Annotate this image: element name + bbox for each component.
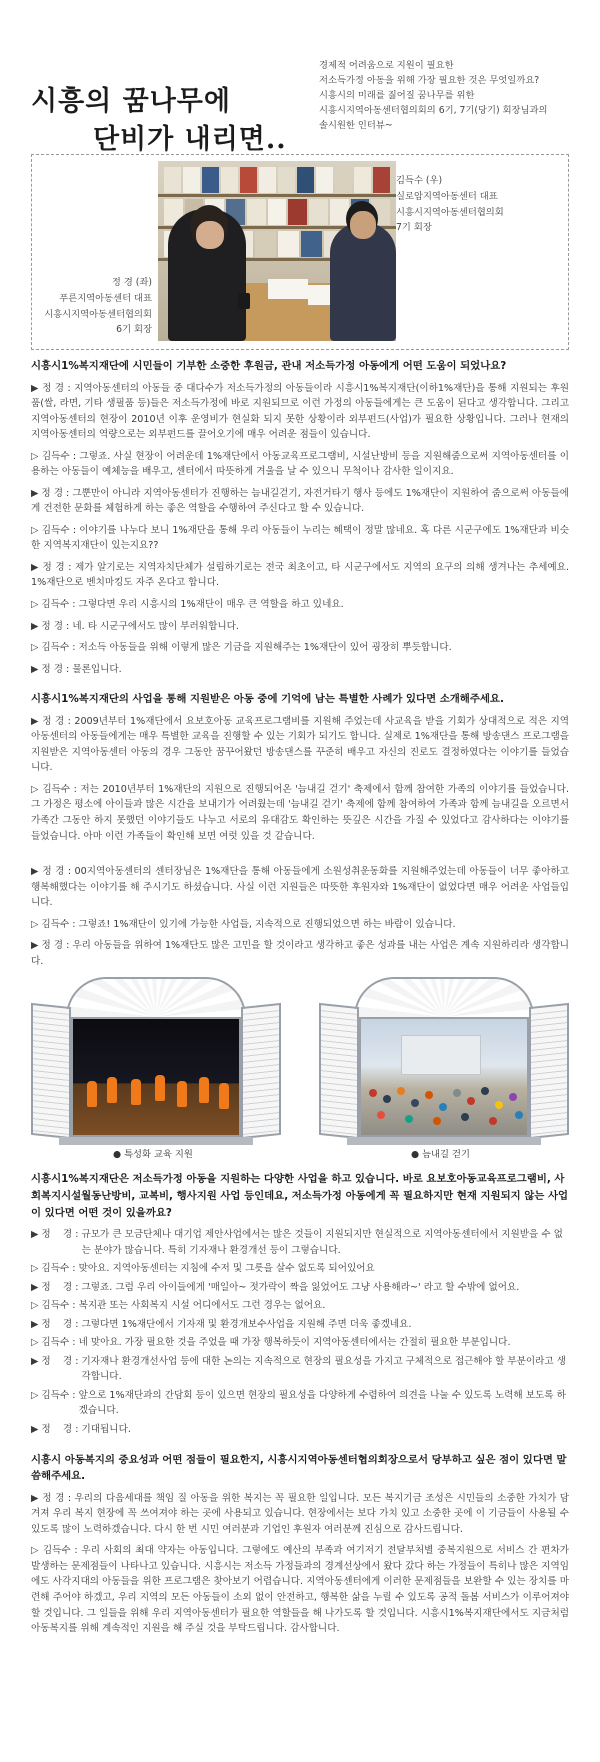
intro-line: 저소득가정 아동을 위해 가장 필요한 것은 무엇일까요? (319, 75, 540, 87)
question-heading: 시흥시1%복지재단의 사업을 통해 지원받은 아동 중에 기억에 남는 특별한 사례가 있다면 소개해주세요. (31, 693, 504, 706)
interviewee-left-face (196, 221, 224, 249)
dialogue-line (31, 1280, 569, 1296)
intro-text (319, 58, 574, 133)
answer-paragraph: ▶ 정 경 : 제가 알기로는 지역자치단체가 설립하기로는 전국 최초이고, 타 시군구에서도 지역의 요구의 의해 생겨나는 추세예요. 1%재단으로 벤치마킹도 자주 온다고 합니다. (31, 561, 569, 589)
speaker-label: ▶ 정 경 : (31, 1423, 82, 1435)
answer-paragraph: ▶ 정 경 : 네. 타 시군구에서도 많이 부러워합니다. (31, 620, 239, 632)
answer-paragraph: ▶ 정 경 : 지역아동센터의 아동들 중 대다수가 저소득가정의 아동들이라 시흥시1%복지재단(이하1%재단)을 통해 지원되는 후원품(쌀, 라면, 기타 생필품 등)들은 저소득가정에 바로 지원되므로 이런 가정의 아동들에게는 큰 도움이 된다고 생각합니다. 그리고 지역아동센터의 현장이 2010년 이후 운영비가 현실화 되지 못한 상황이라 외부펀드(사업)가 필요한 상황입니다. 그러나 현재의 지역아동센터의 역량으로는 외부펀드를 끌어오기에 매우 어려운 점들이 있습니다. (31, 382, 569, 441)
photo-windows (31, 977, 569, 1161)
interview-photo-box (31, 154, 569, 350)
speaker-label: ▷ 김득수 : (31, 1337, 79, 1349)
document-paper (268, 279, 308, 299)
window-shutter (31, 1003, 71, 1139)
crowd-person (377, 1111, 385, 1119)
answer-paragraph: ▷ 김득수 : 저는 2010년부터 1%재단의 지원으로 진행되어온 '늠내길 걷기' 축제에서 함께 참여한 가족의 이야기를 들었습니다. 그 가정은 평소에 아이들과 많은 시간을 보내기가 어려웠는데 '늠내길 걷기' 축제에 함께 참여하여 가족과 함께 늠내길을 오르면서 가족간 그동안 하지 못했던 이야기들도 나누고 서로의 유대감도 확인하는 뜻깊은 시간을 가질 수 있었다고 감사하다는 이야기를 들었습니다. 아마 이런 가족들이 확인해 보면 여럿 있을 것 같습니다. (31, 783, 569, 842)
caption-line: 시흥시지역아동센터협의회 (396, 206, 504, 218)
title-line-1: 시흥의 꿈나무에 (31, 86, 231, 117)
answer-paragraph: ▷ 김득수 : 저소득 아동들을 위해 이렇게 많은 기금을 지원해주는 1%재단이 있어 굉장히 뿌듯합니다. (31, 642, 452, 654)
bookshelf-row (164, 167, 390, 193)
intro-line: 경제적 어려움으로 지원이 필요한 (319, 60, 454, 71)
question-heading: 시흥시1%복지재단에 시민들이 기부한 소중한 후원금, 관내 저소득가정 아동에게 어떤 도움이 되었나요? (31, 360, 507, 372)
interview-photo (158, 161, 396, 341)
crowd-person (515, 1111, 523, 1119)
dancer (131, 1079, 141, 1105)
caption-line: 7기 회장 (396, 222, 432, 234)
answer-paragraph: ▷ 김득수 : 그렇다면 우리 시흥시의 1%재단이 매우 큰 역할을 하고 있네요. (31, 599, 344, 611)
dialogue-line (31, 1298, 569, 1314)
photo-caption: ● 늠내길 걷기 (411, 1149, 470, 1161)
caption-line: 푸른지역아동센터 대표 (59, 292, 152, 304)
window-shutter (529, 1003, 569, 1139)
crowd-person (425, 1091, 433, 1099)
dialogue-line (31, 1317, 569, 1333)
crowd-person (405, 1115, 413, 1123)
answer-paragraph: ▷ 김득수 : 그렇죠! 1%재단이 있기에 가능한 사업들, 지속적으로 진행되었으면 하는 바람이 있습니다. (31, 918, 456, 930)
caption-line: 김득수 (우) (396, 175, 443, 186)
window-sill (59, 1137, 253, 1145)
dialogue-text: 네 맞아요. 가장 필요한 것을 주었을 때 가장 행복하듯이 지역아동센터에서는 간절히 필요한 부분입니다. (78, 1337, 511, 1349)
answer-paragraph: ▷ 김득수 : 그렇죠. 사실 현장이 어려운데 1%재단에서 아동교육프로그램비, 시설난방비 등을 지원해줌으로써 지역아동센터를 이용하는 아동들이 예체능을 배우고, 센터에서 따뜻하게 겨울을 날 수 있으니 무척이나 감사한 일이지요. (31, 450, 569, 478)
dialogue-text: 맞아요. 지역아동센터는 지침에 수저 및 그릇을 살수 없도록 되어있어요 (78, 1263, 375, 1275)
window-sill (347, 1137, 541, 1145)
dancer (107, 1077, 117, 1103)
answer-paragraph: ▷ 김득수 : 우리 사회의 최대 약자는 아동입니다. 그렇에도 예산의 부족과 여기저기 전달부처별 중복지원으로 서비스 간 편차가 발생하는 문제점들이 나타나고 있습니다. 시흥시는 저소득 가정들과의 경계선상에서 왔다 갔다 하는 가정들이 특히나 많은 지역임에도 사각지대의 아동들을 위한 프로그램은 찾아보기 어렵습니다. 지역아동센터에게 이러한 문제점들을 보완할 수 있는 장치를 마련해 주어야 하겠고, 우리 지역의 모든 아동들이 소외 없이 안전하고, 행복한 삶을 누릴 수 있도록 공적 돌봄 서비스가 이루어져야 할 것입니다. 그 일들을 위해 우리 지역아동센터가 필요한 역할들을 해 나가도록 할 것입니다. 시흥시1%복지재단에서도 지금처럼 아동복지를 위해 계속적인 지원을 해 주실 것을 부탁드립니다. 감사합니다. (31, 1545, 569, 1635)
crowd-person (489, 1117, 497, 1125)
window-frame-right (319, 977, 569, 1161)
dialogue-text: 기자재나 환경개선사업 등에 대한 논의는 지속적으로 현장의 필요성을 가지고 구체적으로 접근해야 할 부분이라고 생각합니다. (81, 1355, 566, 1383)
photo-caption: ● 특성화 교육 지원 (113, 1149, 193, 1161)
answer-paragraph: ▶ 정 경 : 우리의 다음세대를 책임 질 아동을 위한 복지는 꼭 필요한 일입니다. 모든 복지기금 조성은 시민들의 소중한 가치가 담겨져 우리 복지 현장에 꼭 쓰여져야 하는 곳에 사용되고 있습니다. 현장에서는 보다 가치 있고 소중한 곳에 이 기금들이 사용될 수 있도록 많이 노력하겠습니다. 다시 한 번 시민 여러분과 기업인 후원자 여러분께 진심으로 감사드립니다. (31, 1492, 569, 1535)
dialogue-line (31, 1388, 569, 1419)
dancer (177, 1081, 187, 1107)
window-shutter (319, 1003, 359, 1139)
speaker-label: ▷ 김득수 : (31, 1389, 79, 1401)
interviewee-right-figure (330, 223, 396, 341)
caption-left-interviewee (32, 275, 152, 338)
dancer (219, 1083, 229, 1109)
dialogue-text: 규모가 큰 모금단체나 대기업 제안사업에서는 많은 것들이 지원되지만 현실적으로 지역아동센터에서 지원받을 수 없는 분야가 많습니다. 특히 기자재나 환경개선 등이 그렇습니다. (81, 1229, 563, 1256)
dialogue-text: 앞으로 1%재단과의 간담회 등이 있으면 현장의 필요성을 다양하게 수렴하여 의견을 나눌 수 있도록 노력해 보도록 하겠습니다. (78, 1389, 566, 1417)
article-header (31, 0, 569, 155)
caption-line: 시흥시지역아동센터협의회 (44, 308, 152, 320)
intro-line: 시흥시지역아동센터협의회의 6기, 7기(당기) 회장님과의 (319, 105, 548, 117)
answer-paragraph: ▷ 김득수 : 이야기를 나누다 보니 1%재단을 통해 우리 아동들이 누리는 혜택이 정말 많네요. 혹 다른 시군구에도 1%재단과 비슷한 지역복지재단이 있는지요?? (31, 524, 569, 552)
crowd-person (481, 1087, 489, 1095)
dialogue-text: 그렇죠. 그럼 우리 아이들에게 '매일아~ 젓가락이 짝을 잃었어도 그냥 사용해라~' 라고 할 수밖에 없어요. (81, 1281, 520, 1293)
group-walk-photo (359, 1017, 529, 1137)
window-frame-left (31, 977, 281, 1161)
question-heading: 시흥시 아동복지의 중요성과 어떤 점들이 필요한지, 시흥시지역아동센터협의회장으로서 당부하고 싶은 점이 있다면 말씀해주세요. (31, 1453, 567, 1483)
crowd-person (411, 1099, 419, 1107)
crowd-person (383, 1095, 391, 1103)
crowd-person (453, 1089, 461, 1097)
crowd-person (369, 1089, 377, 1097)
speaker-label: ▶ 정 경 : (31, 1229, 82, 1241)
speaker-label: ▶ 정 경 : (31, 1318, 82, 1330)
dialogue-line (31, 1335, 569, 1351)
crowd-person (495, 1101, 503, 1109)
dialogue-line (31, 1227, 569, 1258)
spacer (31, 850, 569, 864)
dialogue-line (31, 1261, 569, 1277)
crowd-person (439, 1103, 447, 1111)
answer-paragraph: ▶ 정 경 : 그뿐만이 아니라 지역아동센터가 진행하는 늠내길걷기, 자전거타기 행사 등에도 1%재단이 지원하여 줌으로써 아동들에게 건전한 문화를 체험하게 하는 좋은 역할을 수행하여 주신다고 할 수 있습니다. (31, 487, 569, 515)
dance-stage-photo (71, 1017, 241, 1137)
dancer (199, 1077, 209, 1103)
crowd-person (433, 1117, 441, 1125)
answer-paragraph: ▶ 정 경 : 2009년부터 1%재단에서 요보호아동 교육프로그램비를 지원해 주었는데 사교육을 받을 기회가 상대적으로 적은 지역아동센터의 아동들에게는 매우 특별한 교육을 진행할 수 있는 기회가 되기도 합니다. 실제로 1%재단을 통해 방송댄스 프로그램을 지원받은 지역아동센터 아동의 경우 그동안 꿈꾸어왔던 방송댄스를 꾸준히 배우고 자신의 진로도 결정하였다는 이야기를 들었습니다. (31, 715, 569, 774)
window-shutter (241, 1003, 281, 1139)
window-arch (66, 977, 246, 1017)
caption-line: 6기 회장 (116, 324, 152, 336)
crowd-person (461, 1113, 469, 1121)
building (401, 1035, 481, 1075)
speaker-label: ▶ 정 경 : (31, 1281, 82, 1293)
dialogue-line (31, 1354, 569, 1385)
window-arch (354, 977, 534, 1017)
crowd-person (467, 1097, 475, 1105)
speaker-label: ▷ 김득수 : (31, 1300, 79, 1312)
dancer (155, 1075, 165, 1101)
caption-line: 실로암지역아동센터 대표 (396, 190, 498, 202)
dancer (87, 1081, 97, 1107)
question-heading: 시흥시1%복지재단은 저소득가정 아동을 지원하는 다양한 사업을 하고 있습니다. 바로 요보호아동교육프로그램비, 사회복지시설월동난방비, 교복비, 행사지원 사업 등인데요, 저소득가정 아동에게 꼭 필요하지만 현재 지원되지 않는 사업이 있다면 어떤 것이 있을까요? (31, 1173, 569, 1219)
title-line-2: 단비가 내리면.. (93, 124, 287, 155)
speaker-label: ▷ 김득수 : (31, 1263, 79, 1275)
caption-line: 정 경 (좌) (111, 277, 152, 288)
dialogue-text: 복지관 또는 사회복지 시설 어디에서도 그런 경우는 없어요. (78, 1300, 326, 1312)
intro-line: 시흥시의 미래를 짊어질 꿈나무를 위한 (319, 90, 475, 102)
intro-line: 솔시원한 인터뷰~ (319, 120, 393, 132)
interviewee-right-face (350, 211, 376, 239)
speaker-label: ▶ 정 경 : (31, 1355, 82, 1367)
caption-right-interviewee (396, 173, 504, 236)
crowd-person (509, 1093, 517, 1101)
answer-paragraph: ▶ 정 경 : 우리 아동들을 위하여 1%재단도 많은 고민을 할 것이라고 생각하고 좋은 성과를 내는 사업은 계속 지원하리라 생각합니다. (31, 940, 569, 967)
crowd-person (397, 1087, 405, 1095)
coffee-cup (238, 293, 250, 309)
answer-paragraph: ▶ 정 경 : 00지역아동센터의 센터장님은 1%재단을 통해 아동들에게 소원성취운동화를 지원해주었는데 아동들이 너무 좋아하고 행복해했다는 이야기를 해 주시기도 하셨습니다. 사실 이런 지원들은 따뜻한 후원자와 1%재단이 없었다면 매우 어려운 사업들입니다. (31, 866, 569, 909)
dialogue-line (31, 1422, 569, 1438)
answer-paragraph: ▶ 정 경 : 물론입니다. (31, 663, 122, 675)
dialogue-text: 기대됩니다. (81, 1423, 131, 1435)
shelf (158, 194, 396, 197)
dialogue-text: 그렇다면 1%재단에서 기자재 및 환경개보수사업을 지원해 주면 더욱 좋겠네요. (81, 1318, 412, 1330)
